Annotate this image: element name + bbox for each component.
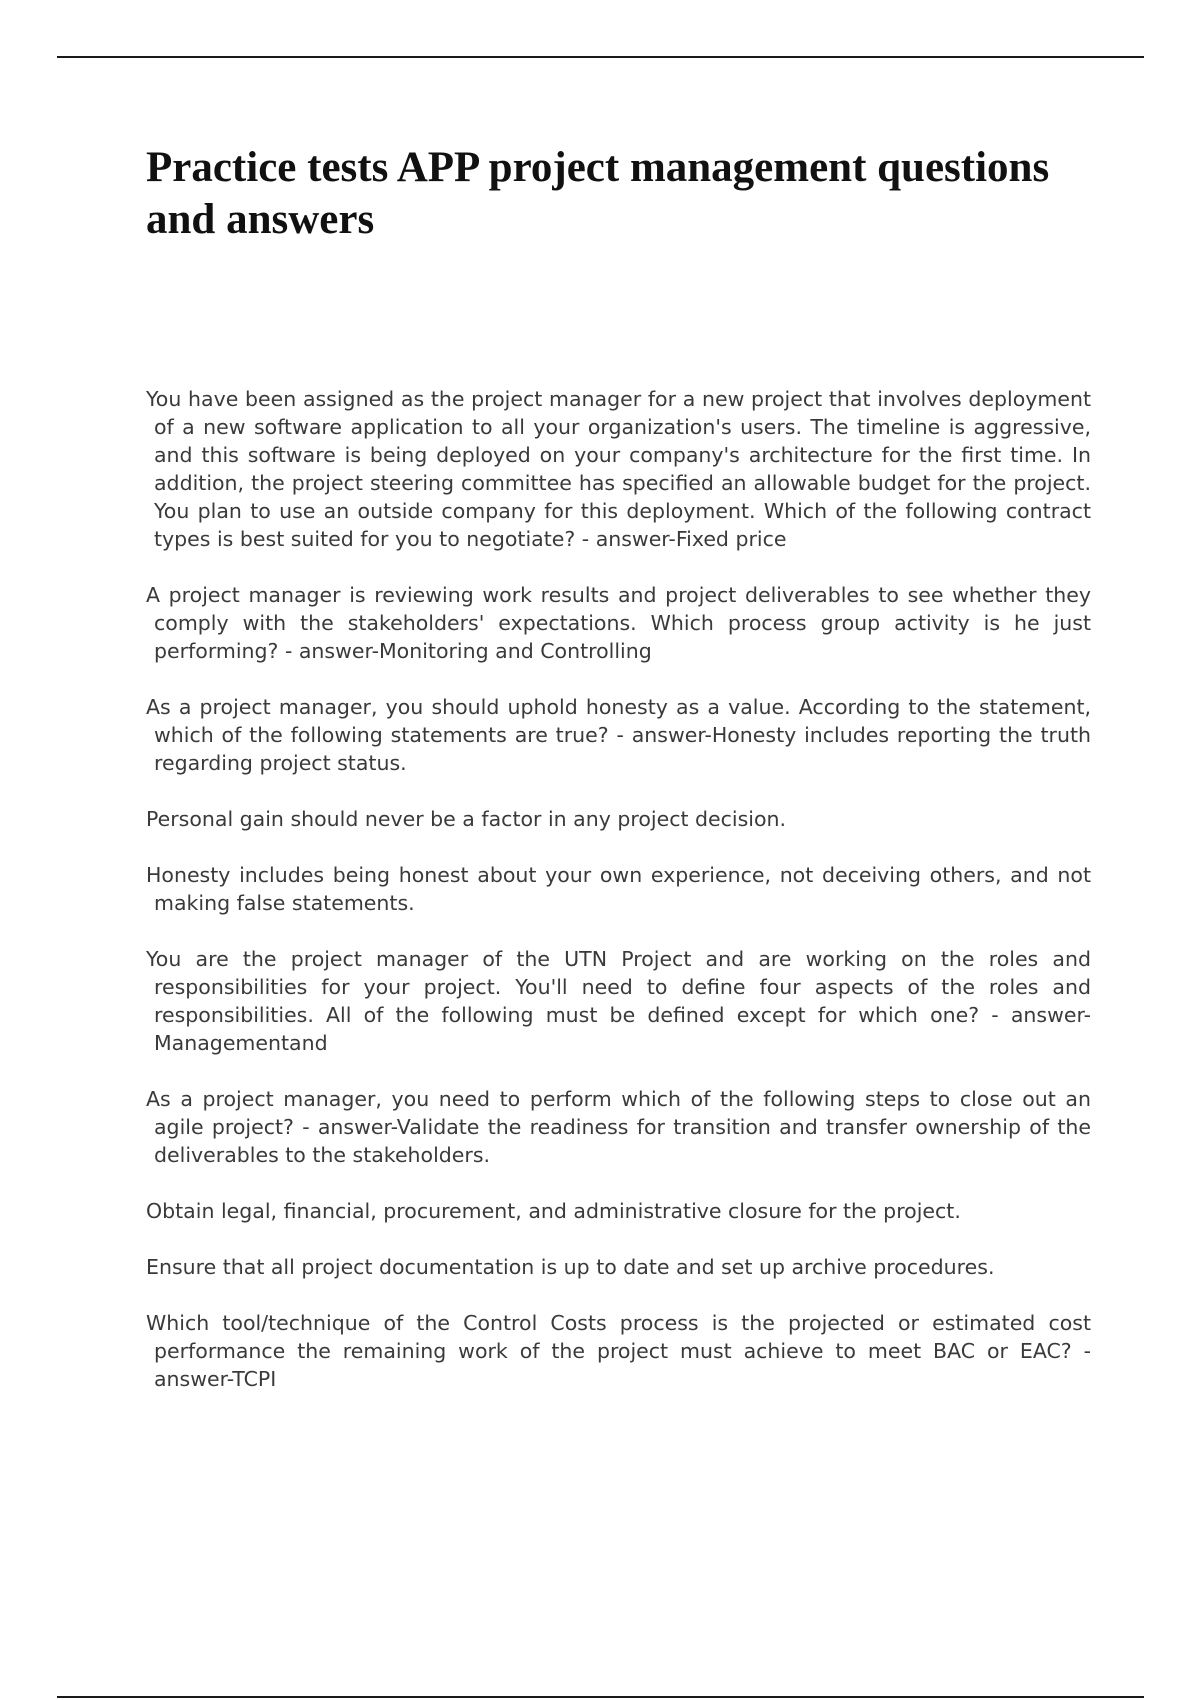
paragraph-1: You have been assigned as the project manager for a new project that involves deployment of a new software application to all your organization's users. The timeline is aggressive, and this software is being deployed on your company's architecture for the first time. In addition, the project steering committee has specified an allowable budget for the project. You plan to use an outside company for this deployment. Which of the following contract types is best suited for you to negotiate? - answer-Fixed price	[146, 387, 1091, 551]
document-body	[146, 385, 1091, 1421]
paragraph-4: Personal gain should never be a factor in any project decision.	[146, 807, 787, 831]
top-divider	[57, 56, 1144, 58]
paragraph-10: Which tool/technique of the Control Costs process is the projected or estimated cost performance the remaining work of the project must achieve to meet BAC or EAC? - answer-TCPI	[146, 1311, 1091, 1391]
paragraph-9: Ensure that all project documentation is up to date and set up archive procedures.	[146, 1255, 995, 1279]
paragraph-6: You are the project manager of the UTN Project and are working on the roles and responsibilities for your project. You'll need to define four aspects of the roles and responsibilities. All of the following must be defined except for which one? - answer-Managementand	[146, 947, 1091, 1055]
paragraph-7: As a project manager, you need to perform which of the following steps to close out an agile project? - answer-Validate the readiness for transition and transfer ownership of the deliverables to the stakeholders.	[146, 1087, 1091, 1167]
paragraph-5: Honesty includes being honest about your own experience, not deceiving others, and not making false statements.	[146, 863, 1091, 915]
paragraph-3: As a project manager, you should uphold honesty as a value. According to the statement, which of the following statements are true? - answer-Honesty includes reporting the truth regarding project status.	[146, 695, 1091, 775]
paragraph-2: A project manager is reviewing work results and project deliverables to see whether they comply with the stakeholders' expectations. Which process group activity is he just performing? - answer-Monitoring and Controlling	[146, 583, 1091, 663]
paragraph-8: Obtain legal, financial, procurement, and administrative closure for the project.	[146, 1199, 961, 1223]
bottom-divider	[57, 1696, 1144, 1698]
document-title: Practice tests APP project management questions and answers	[146, 144, 1050, 243]
